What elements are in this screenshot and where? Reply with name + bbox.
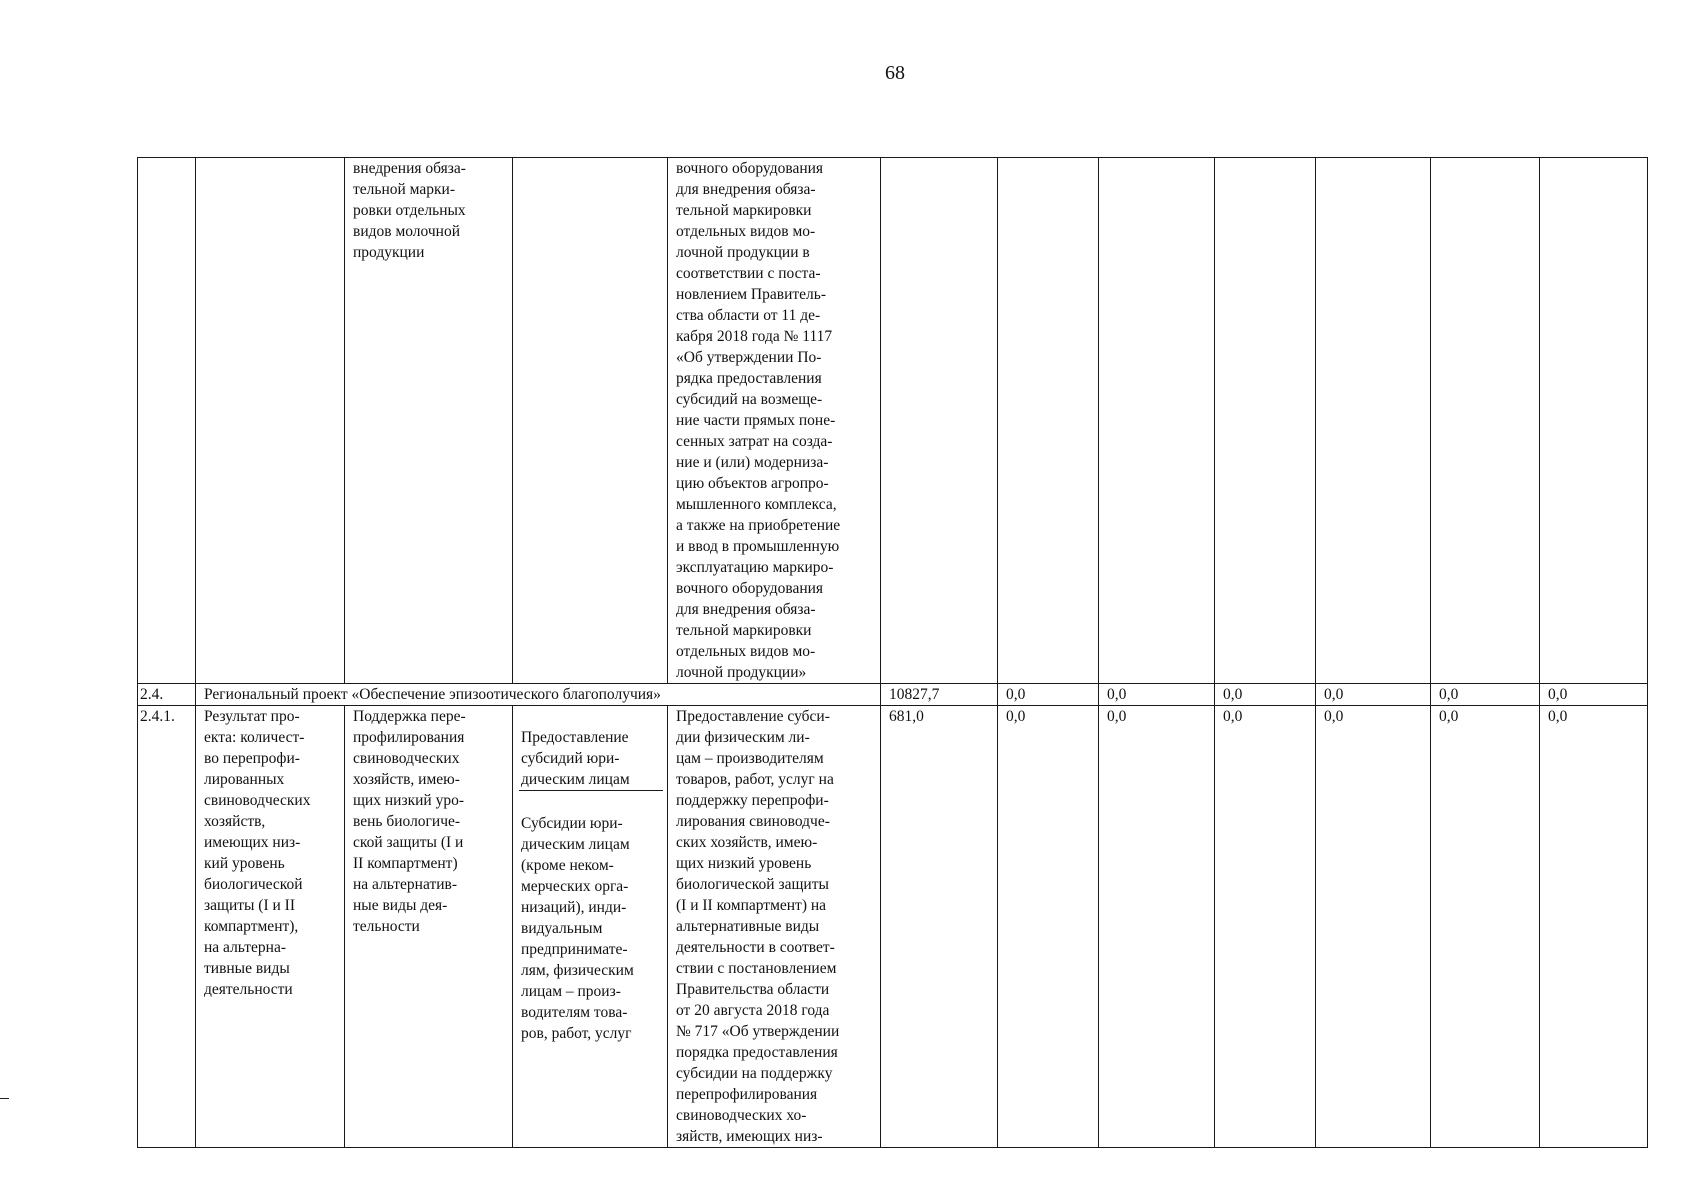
cell-value: 0,0: [1431, 684, 1540, 706]
cell-value: 10827,7: [881, 684, 998, 706]
scan-edge-mark: [0, 1098, 9, 1099]
cell-description: Предоставление субси- дии физическим ли- цам – производителям товаров, работ, услуг на поддержку перепрофи- лирования свиноводче- ских хозяйств, имею- щих низкий уровень биологической защиты (I и II компартмент) на альтернативные виды деятельности в соответ- ствии с постановлением Правительства области от 20 августа 2018 года № 717 «Об утверждении порядка предоставления субсидии на поддержку перепрофилирования свиноводческих хо- зяйств, имеющих низ-: [668, 706, 881, 1148]
cell-num: [138, 158, 196, 684]
cell-description: вочного оборудования для внедрения обяза- тельной маркировки отдельных видов мо- лочной продукции в соответствии с поста- новлением Правитель- ства области от 11 де- кабря 2018 года № 1117 «Об утверждении По- рядка предоставления субсидий на возмеще- ние части прямых поне- сенных затрат на созда- ние и (или) модерниза- цию объектов агропро- мышленного комплекса, а также на приобретение и ввод в промышленную эксплуатацию маркиро- вочного оборудования для внедрения обяза- тельной маркировки отдельных видов мо- лочной продукции»: [668, 158, 881, 684]
cell-value: 0,0: [1316, 684, 1431, 706]
cell-value: 0,0: [1540, 706, 1648, 1148]
cell-project-title: Региональный проект «Обеспечение эпизоотического благополучия»: [196, 684, 881, 706]
table-row-2-4-1: [138, 706, 1648, 1148]
cell-value: [998, 158, 1099, 684]
cell-value: 0,0: [1099, 684, 1215, 706]
cell-value: [881, 158, 998, 684]
recipient-type: Предоставление субсидий юри- дическим лицам: [519, 727, 663, 791]
budget-table: [137, 157, 1648, 1148]
cell-value: [1099, 158, 1215, 684]
cell-value: 0,0: [1431, 706, 1540, 1148]
cell-value: [1316, 158, 1431, 684]
cell-value: 681,0: [881, 706, 998, 1148]
cell-measure: внедрения обяза- тельной марки- ровки отдельных видов молочной продукции: [345, 158, 513, 684]
cell-measure: Поддержка пере- профилирования свиноводческих хозяйств, имею- щих низкий уро- вень биологиче- ской защиты (I и II компартмент) на альтернатив- ные виды дея- тельности: [345, 706, 513, 1148]
cell-value: 0,0: [1540, 684, 1648, 706]
cell-recipient: [513, 158, 668, 684]
cell-recipient: [513, 706, 668, 1148]
cell-result: Результат про- екта: количест- во перепрофи- лированных свиноводческих хозяйств, имеющих низ- кий уровень биологической защиты (I и II компартмент), на альтерна- тивные виды деятельности: [196, 706, 345, 1148]
recipient-detail: Субсидии юри- дическим лицам (кроме неком- мерческих орга- низаций), инди- видуальным предпринимате- лям, физическим лицам – произ- водителям това- ров, работ, услуг: [521, 815, 634, 1042]
cell-value: [1540, 158, 1648, 684]
table-row-continuation: [138, 158, 1648, 684]
cell-value: 0,0: [998, 706, 1099, 1148]
cell-value: 0,0: [1099, 706, 1215, 1148]
cell-num: 2.4.1.: [138, 706, 196, 1148]
cell-value: [1215, 158, 1316, 684]
cell-value: 0,0: [1215, 684, 1316, 706]
cell-value: 0,0: [998, 684, 1099, 706]
cell-result: [196, 158, 345, 684]
table-row-2-4: [138, 684, 1648, 706]
page-number: 68: [885, 62, 905, 84]
cell-num: 2.4.: [138, 684, 196, 706]
cell-value: [1431, 158, 1540, 684]
cell-value: 0,0: [1215, 706, 1316, 1148]
cell-value: 0,0: [1316, 706, 1431, 1148]
